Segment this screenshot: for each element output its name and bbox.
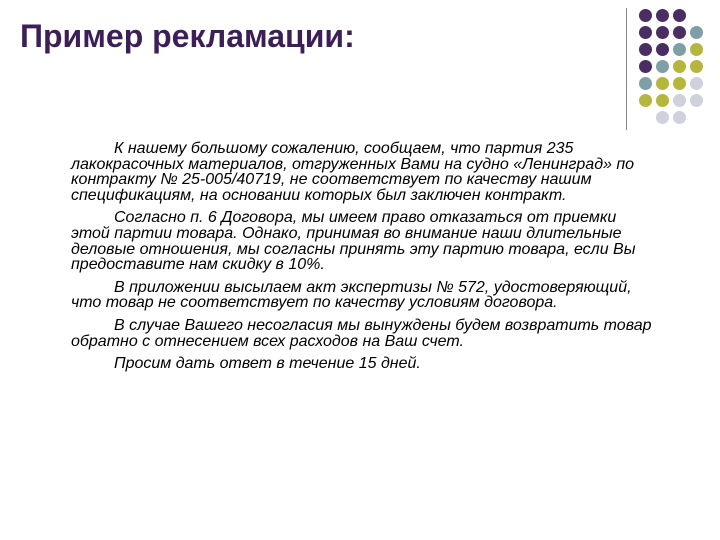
decorative-dot bbox=[690, 111, 703, 124]
claim-paragraph: В приложении высылаем акт экспертизы № 572, удостоверяющий, что товар не соответствует по качеству условиям договора. bbox=[71, 278, 632, 312]
decorative-dot bbox=[639, 60, 652, 73]
decorative-dot bbox=[690, 77, 703, 90]
decorative-dot bbox=[656, 77, 669, 90]
decorative-dot bbox=[690, 26, 703, 39]
decorative-dot bbox=[673, 60, 686, 73]
claim-paragraph: Согласно п. 6 Договора, мы имеем право отказаться от приемки этой партии товара. Однако, принимая во внимание наши длительные деловые отношения, мы согласны принять эту партию товара, если Вы предоставите нам скидку в 10%. bbox=[71, 209, 636, 274]
decorative-dot bbox=[639, 77, 652, 90]
decorative-dot bbox=[656, 111, 669, 124]
decorative-dot bbox=[639, 94, 652, 107]
decorative-dot bbox=[639, 111, 652, 124]
decorative-dot bbox=[656, 26, 669, 39]
decorative-dot bbox=[673, 77, 686, 90]
decorative-divider bbox=[626, 8, 627, 130]
decorative-dot bbox=[673, 111, 686, 124]
decorative-dot-grid bbox=[639, 9, 703, 124]
claim-paragraph: К нашему большому сожалению, сообщаем, что партия 235 лакокрасочных материалов, отгруженных Вами на судно «Ленинград» по контракту № 25-005/40719, не соответствует по качеству нашим спецификациям, на основании которых был заключен контракт. bbox=[71, 140, 635, 204]
decorative-dot bbox=[690, 60, 703, 73]
claim-paragraph: Просим дать ответ в течение 15 дней. bbox=[114, 355, 421, 373]
decorative-dot bbox=[656, 60, 669, 73]
claim-letter-text bbox=[71, 141, 659, 372]
decorative-dot bbox=[656, 9, 669, 22]
decorative-dot bbox=[656, 43, 669, 56]
decorative-dot bbox=[639, 9, 652, 22]
decorative-dot bbox=[673, 94, 686, 107]
slide-title: Пример рекламации: bbox=[20, 18, 355, 54]
decorative-dot bbox=[690, 94, 703, 107]
decorative-dot bbox=[673, 9, 686, 22]
decorative-dot bbox=[673, 43, 686, 56]
decorative-dot bbox=[673, 26, 686, 39]
claim-paragraph: В случае Вашего несогласия мы вынуждены будем возвратить товар обратно с отнесением всех расходов на Ваш счет. bbox=[71, 316, 652, 350]
decorative-dot bbox=[639, 26, 652, 39]
decorative-dot bbox=[639, 43, 652, 56]
decorative-dot bbox=[690, 9, 703, 22]
decorative-dot bbox=[656, 94, 669, 107]
decorative-dot bbox=[690, 43, 703, 56]
